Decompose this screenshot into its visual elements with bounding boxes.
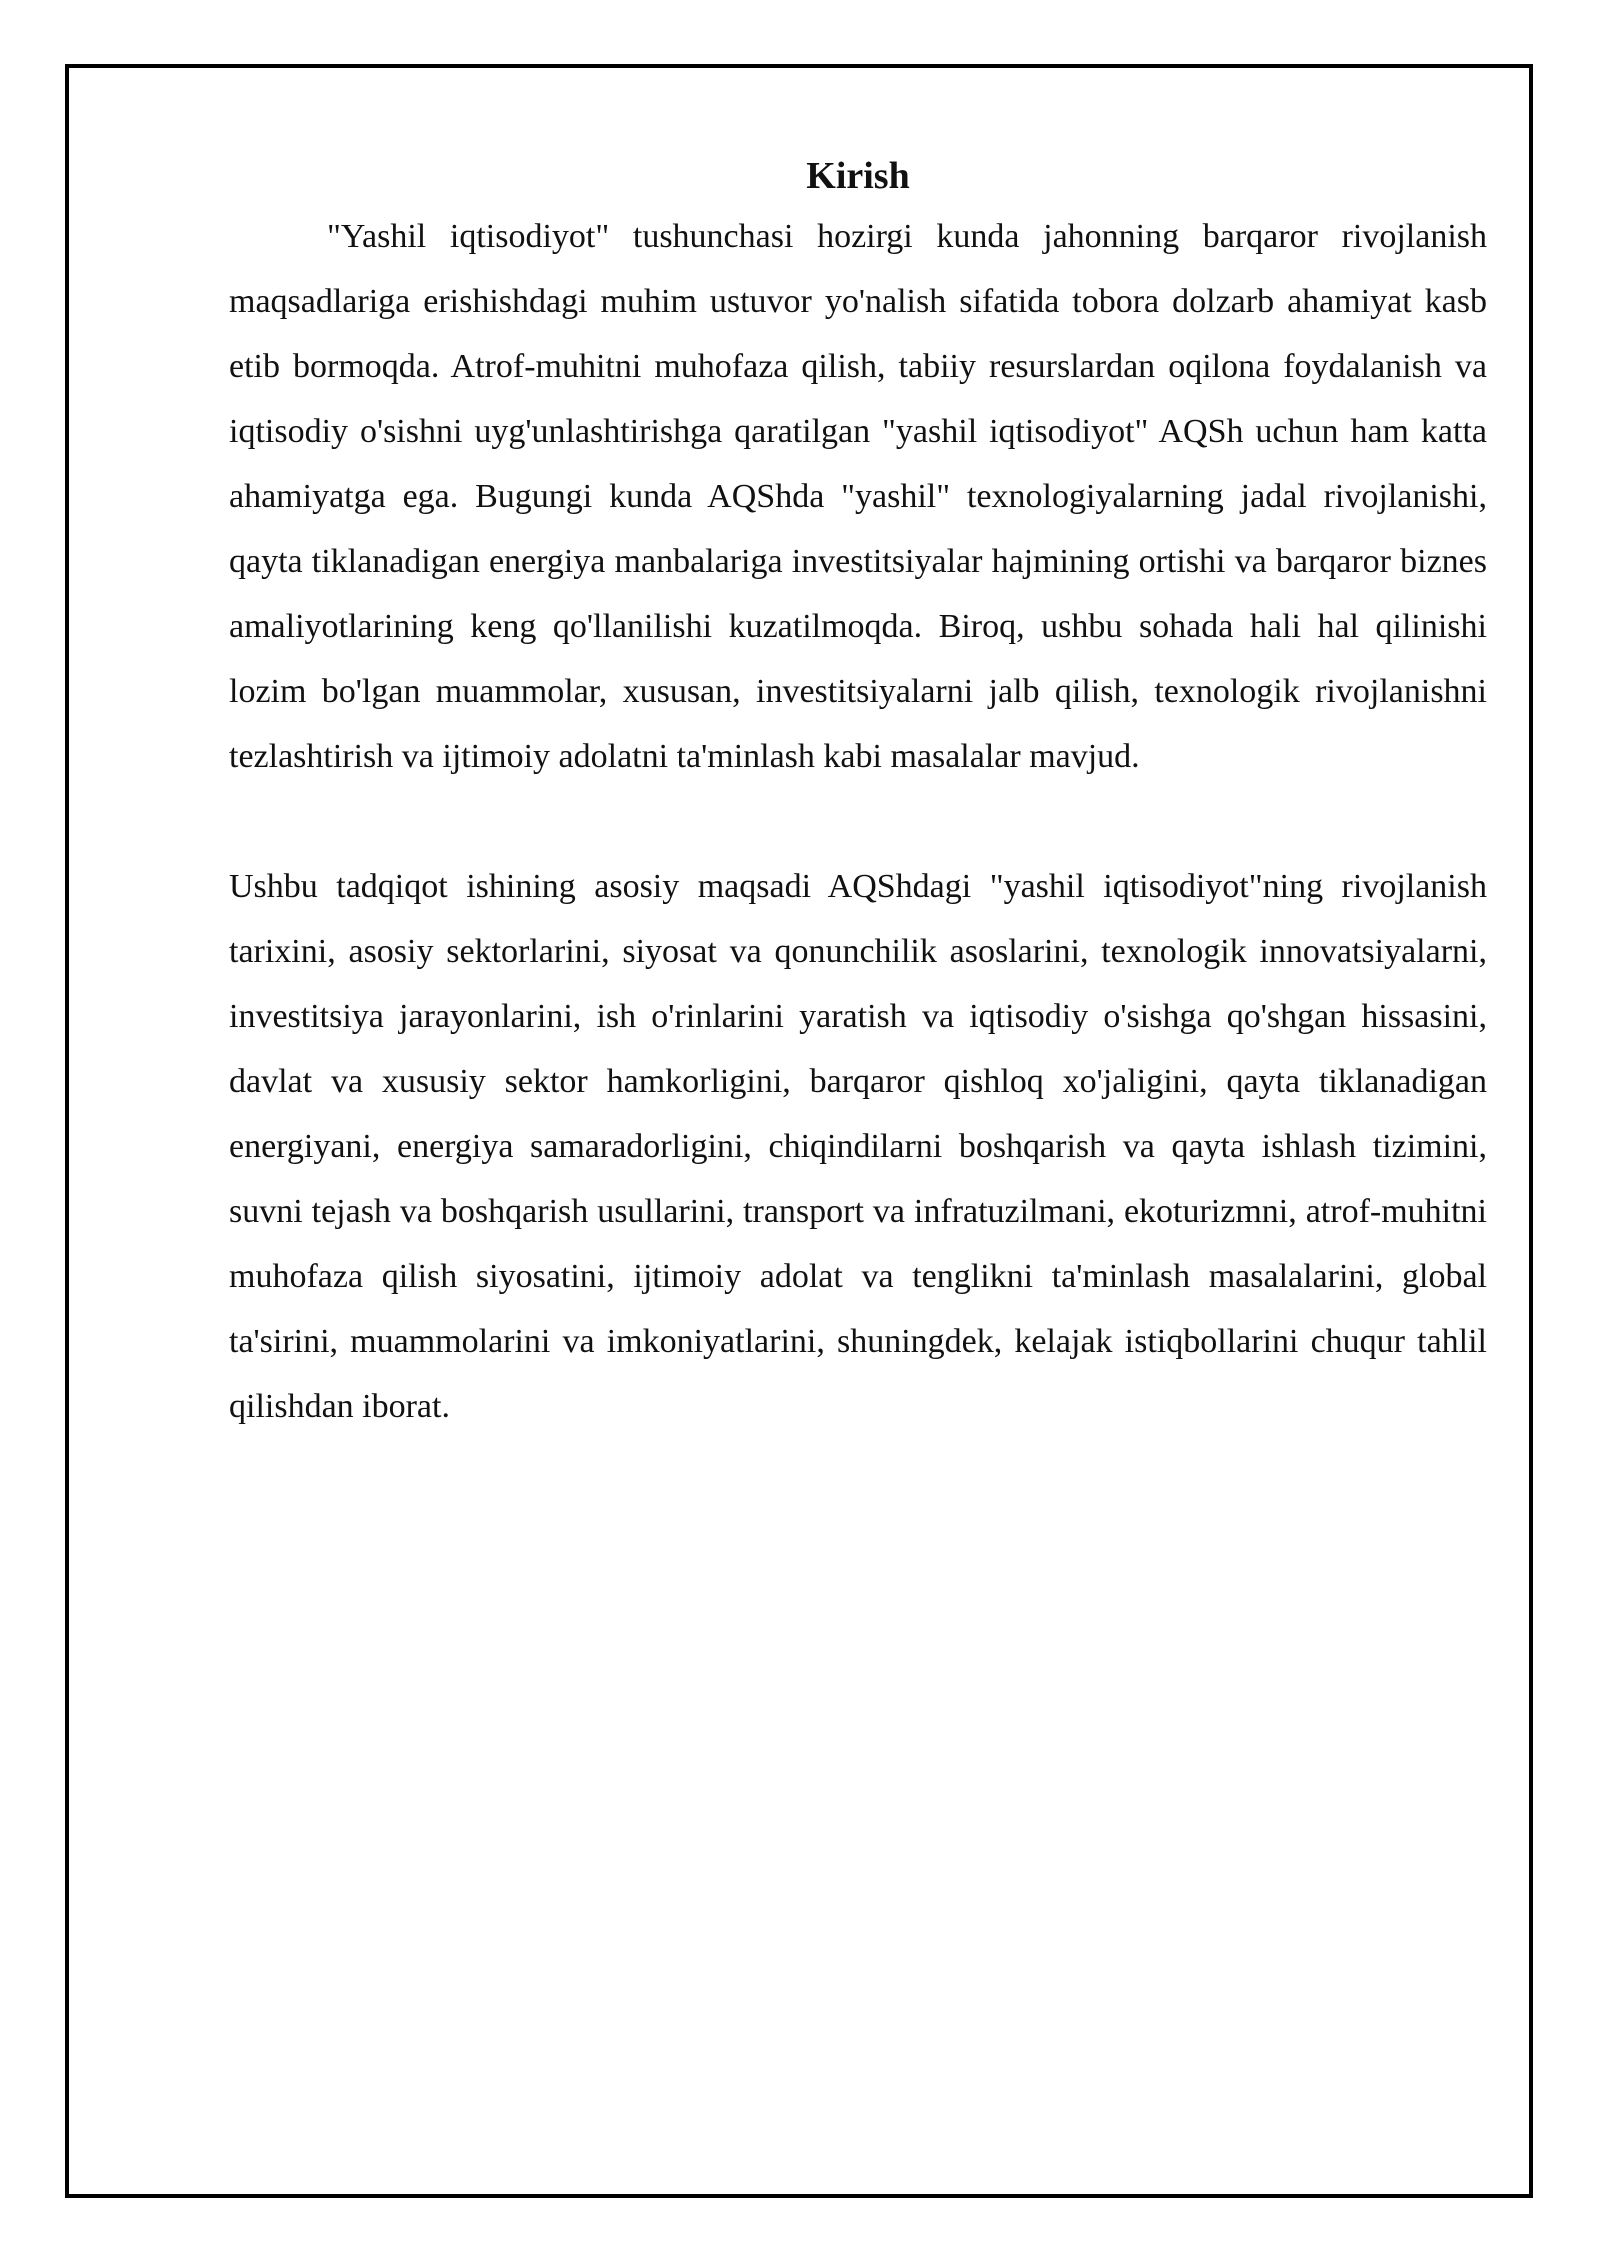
paragraph-2: Ushbu tadqiqot ishining asosiy maqsadi AQShdagi "yashil iqtisodiyot"ning rivojlanish tarixini, asosiy sektorlarini, siyosat va qonunchilik asoslarini, texnologik innovatsiyalarni, investitsiya jarayonlarini, ish o'rinlarini yaratish va iqtisodiy o'sishga qo'shgan hissasini, davlat va xususiy sektor hamkorligini, barqaror qishloq xo'jaligini, qayta tiklanadigan energiyani, energiya samaradorligini, chiqindilarni boshqarish va qayta ishlash tizimini, suvni tejash va boshqarish usullarini, transport va infratuzilmani, ekoturizmni, atrof-muhitni muhofaza qilish siyosatini, ijtimoiy adolat va tenglikni ta'minlash masalalarini, global ta'sirini, muammolarini va imkoniyatlarini, shuningdek, kelajak istiqbollarini chuqur tahlil qilishdan iborat. (229, 868, 1487, 1425)
paragraph-gap (229, 789, 1487, 854)
paragraph-1: "Yashil iqtisodiyot" tushunchasi hozirgi kunda jahonning barqaror rivojlanish maqsadlariga erishishdagi muhim ustuvor yo'nalish sifatida tobora dolzarb ahamiyat kasb etib bormoqda. Atrof-muhitni muhofaza qilish, tabiiy resurslardan oqilona foydalanish va iqtisodiy o'sishni uyg'unlashtirishga qaratilgan "yashil iqtisodiyot" AQSh uchun ham katta ahamiyatga ega. Bugungi kunda AQShda "yashil" texnologiyalarning jadal rivojlanishi, qayta tiklanadigan energiya manbalariga investitsiyalar hajmining ortishi va barqaror biznes amaliyotlarining keng qo'llanilishi kuzatilmoqda. Biroq, ushbu sohada hali hal qilinishi lozim bo'lgan muammolar, xususan, investitsiyalarni jalb qilish, texnologik rivojlanishni tezlashtirish va ijtimoiy adolatni ta'minlash kabi masalalar mavjud. (229, 218, 1487, 775)
document-title: Kirish (806, 155, 910, 197)
document-body (229, 148, 1487, 1439)
